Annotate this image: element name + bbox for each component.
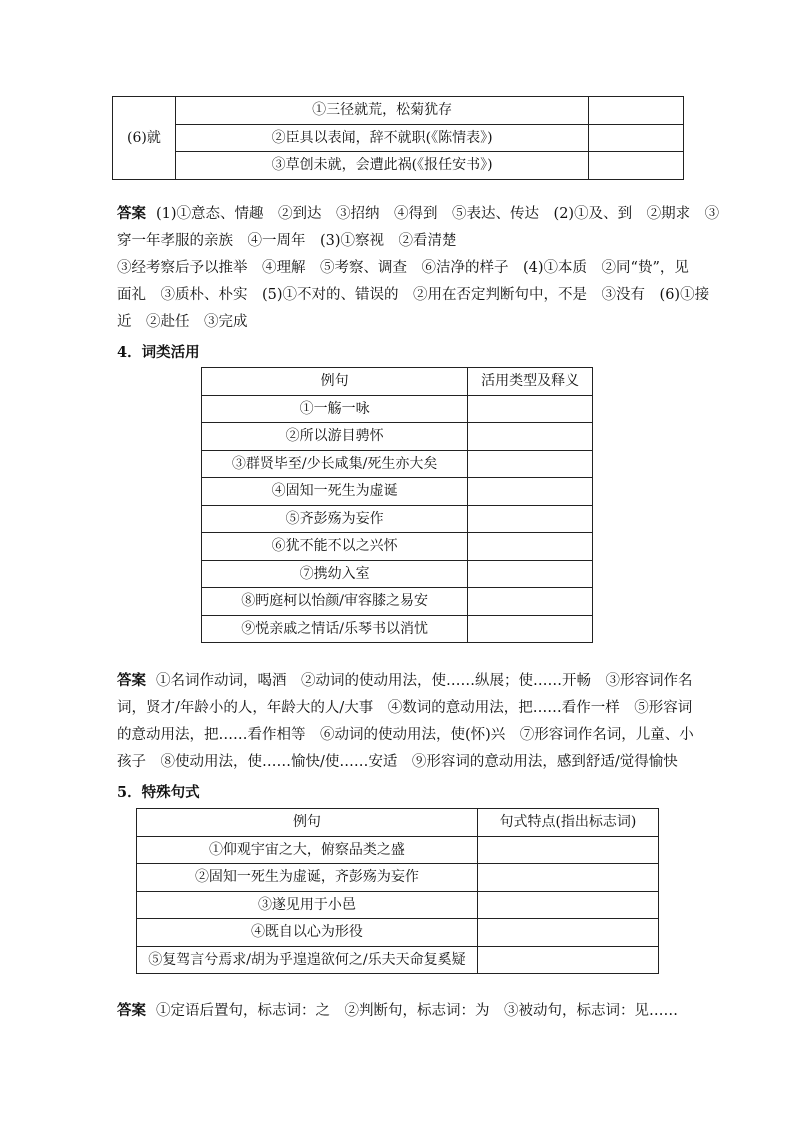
answer-label: 答案 bbox=[117, 205, 146, 222]
table-row: ③遂见用于小邑 bbox=[137, 891, 659, 919]
answer-line: 近 ②赴任 ③完成 bbox=[117, 314, 248, 330]
table-row bbox=[113, 124, 684, 152]
answer-line: 孩子 ⑧使动用法，使……愉快/使……安适 ⑨形容词的意动用法，感到舒适/觉得愉快 bbox=[117, 754, 678, 770]
table-row: ①一觞一咏 bbox=[202, 395, 593, 423]
table-row: ⑤齐彭殇为妄作 bbox=[202, 505, 593, 533]
table-row: ④既自以心为形役 bbox=[137, 919, 659, 947]
answer-block-3 bbox=[117, 997, 682, 1025]
table-row bbox=[113, 97, 684, 125]
answer-line: 穿一年孝服的亲族 ④一周年 (3)①察视 ②看清楚 bbox=[117, 233, 457, 249]
answer-line: 答案 (1)①意态、情趣 ②到达 ③招纳 ④得到 ⑤表达、传达 (2)①及、到 ②期求 ③ bbox=[117, 205, 720, 222]
column-header: 句式特点(指出标志词) bbox=[477, 809, 658, 837]
table-row: ⑧眄庭柯以怡颜/审容膝之易安 bbox=[202, 588, 593, 616]
answer-label: 答案 bbox=[117, 672, 146, 689]
answer-block-1 bbox=[117, 200, 720, 336]
answer-line: 答案 ①定语后置句，标志词：之 ②判断句，标志词：为 ③被动句，标志词：见…… bbox=[117, 1002, 678, 1019]
blank-cell bbox=[589, 97, 684, 125]
table-row: ②所以游目骋怀 bbox=[202, 423, 593, 451]
table-row: ②固知一死生为虚诞，齐彭殇为妄作 bbox=[137, 864, 659, 892]
special-sentence-table bbox=[136, 808, 659, 974]
table-row: ④固知一死生为虚诞 bbox=[202, 478, 593, 506]
section-label-cell: (6)就 bbox=[113, 97, 176, 180]
column-header: 活用类型及释义 bbox=[468, 368, 593, 396]
answer-line: 词，贤才/年龄小的人，年龄大的人/大事 ④数词的意动用法，把……看作一样 ⑤形容词 bbox=[117, 700, 693, 716]
answer-label: 答案 bbox=[117, 1002, 146, 1019]
column-header: 例句 bbox=[137, 809, 478, 837]
answer-line: 答案 ①名词作动词，喝酒 ②动词的使动用法，使……纵展；使……开畅 ③形容词作名 bbox=[117, 672, 693, 689]
answer-block-2 bbox=[117, 667, 694, 776]
answer-line: ③经考察后予以推举 ④理解 ⑤考察、调查 ⑥洁净的样子 (4)①本质 ②同“贽”，见 bbox=[117, 260, 689, 276]
blank-cell bbox=[589, 152, 684, 180]
example-cell: ②臣具以表闻，辞不就职(《陈情表》) bbox=[175, 124, 589, 152]
answer-line: 面礼 ③质朴、朴实 (5)①不对的、错误的 ②用在否定判断句中，不是 ③没有 (6)①接 bbox=[117, 287, 710, 303]
table-row: ⑦携幼入室 bbox=[202, 560, 593, 588]
section-heading-4: 4．词类活用 bbox=[117, 344, 200, 361]
table-row: ⑨悦亲戚之情话/乐琴书以消忧 bbox=[202, 615, 593, 643]
table-header-row bbox=[202, 368, 593, 396]
table-row: ⑤复驾言兮焉求/胡为乎遑遑欲何之/乐夫天命复奚疑 bbox=[137, 946, 659, 974]
column-header: 例句 bbox=[202, 368, 468, 396]
answer-line: 的意动用法，把……看作相等 ⑥动词的使动用法，使(怀)兴 ⑦形容词作名词，儿童、小 bbox=[117, 727, 694, 743]
example-cell: ①三径就荒，松菊犹存 bbox=[175, 97, 589, 125]
table-row bbox=[113, 152, 684, 180]
word-class-table bbox=[201, 367, 593, 643]
table-row: ③群贤毕至/少长咸集/死生亦大矣 bbox=[202, 450, 593, 478]
word-meaning-table bbox=[112, 96, 684, 180]
section-heading-5: 5．特殊句式 bbox=[117, 784, 200, 801]
table-row: ⑥犹不能不以之兴怀 bbox=[202, 533, 593, 561]
table-header-row bbox=[137, 809, 659, 837]
blank-cell bbox=[589, 124, 684, 152]
table-row: ①仰观宇宙之大，俯察品类之盛 bbox=[137, 836, 659, 864]
example-cell: ③草创未就，会遭此祸(《报任安书》) bbox=[175, 152, 589, 180]
